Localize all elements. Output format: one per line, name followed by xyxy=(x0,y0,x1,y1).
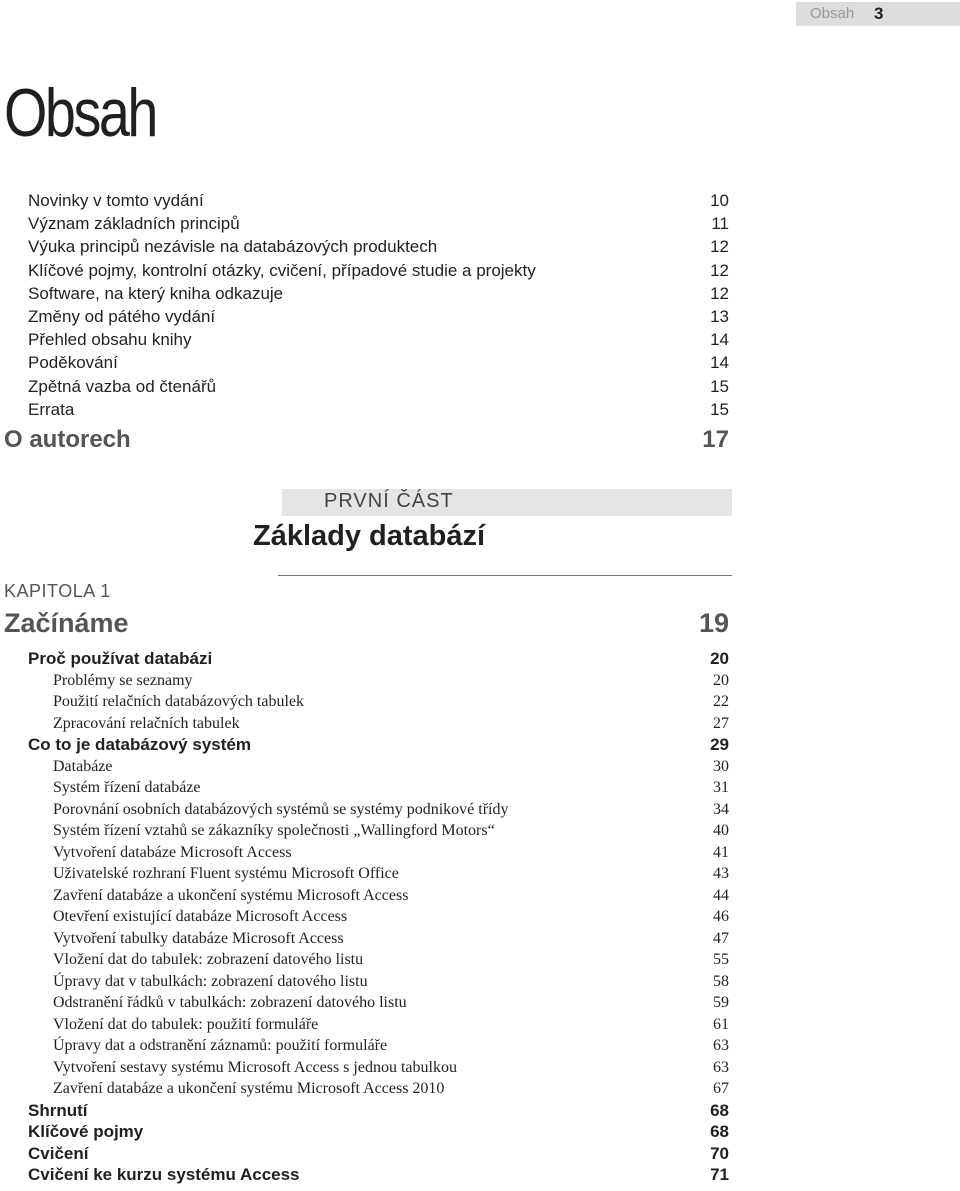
toc-entry-page: 20 xyxy=(710,649,729,668)
toc-entry[interactable] xyxy=(28,398,729,421)
toc-entry-page: 58 xyxy=(713,972,729,990)
page-number: 3 xyxy=(874,4,884,23)
toc-entry-label: Databáze xyxy=(53,757,113,775)
toc-entry-page: 61 xyxy=(713,1015,729,1033)
chapter-toc-list xyxy=(28,648,729,1186)
toc-entry-page: 29 xyxy=(710,735,729,754)
toc-entry-label: Úpravy dat v tabulkách: zobrazení datového listu xyxy=(53,972,368,990)
toc-entry-label: Vytvoření sestavy systému Microsoft Access s jednou tabulkou xyxy=(53,1058,457,1076)
part-title: Základy databází xyxy=(253,520,486,552)
toc-entry-page: 12 xyxy=(710,237,729,257)
toc-entry-page: 63 xyxy=(713,1058,729,1076)
toc-entry-page: 10 xyxy=(710,191,729,210)
toc-entry-page: 59 xyxy=(713,994,729,1011)
toc-entry-page: 41 xyxy=(713,843,729,861)
toc-entry-label: Co to je databázový systém xyxy=(28,735,251,754)
chapter-divider xyxy=(278,575,732,576)
toc-entry-label: Vložení dat do tabulek: použití formuláře xyxy=(53,1015,319,1033)
chapter-heading[interactable] xyxy=(4,606,729,640)
toc-entry-label: Problémy se seznamy xyxy=(53,671,193,689)
toc-entry-label: Vytvoření databáze Microsoft Access xyxy=(53,843,292,861)
toc-entry-label: Přehled obsahu knihy xyxy=(28,330,192,350)
toc-entry[interactable] xyxy=(28,648,729,670)
toc-entry[interactable] xyxy=(28,842,729,864)
toc-entry-page: 15 xyxy=(710,376,729,396)
toc-entry-page: 44 xyxy=(713,886,729,904)
toc-entry-page: 71 xyxy=(710,1165,729,1184)
toc-entry-label: Výuka principů nezávisle na databázových produktech xyxy=(28,237,438,257)
chapter-title: Začínáme xyxy=(4,608,129,638)
toc-entry-label: Zpracování relačních tabulek xyxy=(53,714,240,732)
toc-entry-page: 22 xyxy=(713,693,729,710)
toc-entry-label: Otevření existující databáze Microsoft Access xyxy=(53,908,348,925)
toc-entry[interactable] xyxy=(28,863,729,885)
toc-entry-label: Význam základních principů xyxy=(28,214,240,234)
toc-entry[interactable] xyxy=(28,305,729,328)
toc-entry[interactable] xyxy=(28,1078,729,1100)
toc-entry[interactable] xyxy=(28,734,729,756)
page-title: Obsah xyxy=(4,75,156,151)
toc-entry-label: Zavření databáze a ukončení systému Microsoft Access xyxy=(53,886,409,904)
toc-entry-label: Zpětná vazba od čtenářů xyxy=(28,376,217,396)
toc-entry-label: Software, na který kniha odkazuje xyxy=(28,283,284,303)
toc-entry-page: 46 xyxy=(713,908,729,925)
toc-entry-label: Zavření databáze a ukončení systému Microsoft Access 2010 xyxy=(53,1080,445,1097)
toc-entry-page: 70 xyxy=(710,1143,729,1163)
toc-entry-page: 14 xyxy=(710,353,729,373)
toc-entry-page: 12 xyxy=(710,260,729,280)
toc-entry-label: Klíčové pojmy xyxy=(28,1122,144,1141)
toc-entry[interactable] xyxy=(28,820,729,842)
toc-entry-label: Vytvoření tabulky databáze Microsoft Access xyxy=(53,929,344,947)
toc-entry[interactable] xyxy=(28,713,729,735)
toc-entry[interactable] xyxy=(28,949,729,971)
toc-entry-page: 30 xyxy=(713,757,729,775)
toc-entry-page: 12 xyxy=(710,283,729,303)
chapter-page: 19 xyxy=(698,608,729,638)
toc-entry[interactable] xyxy=(28,1035,729,1057)
toc-entry[interactable] xyxy=(28,691,729,713)
toc-entry[interactable] xyxy=(28,282,729,305)
toc-entry-label: Klíčové pojmy, kontrolní otázky, cvičení, případové studie a projekty xyxy=(28,260,536,280)
toc-entry-label: Systém řízení databáze xyxy=(53,779,201,796)
toc-entry-label: Vložení dat do tabulek: zobrazení datového listu xyxy=(53,951,364,968)
front-matter-list xyxy=(28,189,729,421)
toc-entry[interactable] xyxy=(28,971,729,993)
toc-entry[interactable] xyxy=(28,328,729,351)
toc-entry-label: Proč používat databázi xyxy=(28,649,213,668)
toc-entry-page: 55 xyxy=(713,951,729,968)
toc-entry[interactable] xyxy=(28,351,729,374)
toc-entry-label: Poděkování xyxy=(28,353,118,373)
toc-entry[interactable] xyxy=(28,1100,729,1122)
toc-entry-authors[interactable] xyxy=(4,424,729,456)
toc-entry-label: Použití relačních databázových tabulek xyxy=(53,693,305,710)
toc-entry[interactable] xyxy=(28,375,729,398)
toc-entry-label: Cvičení ke kurzu systému Access xyxy=(28,1165,300,1184)
toc-entry-page: 14 xyxy=(710,330,729,350)
toc-entry-page: 27 xyxy=(713,714,729,732)
toc-entry-page: 34 xyxy=(713,800,729,818)
toc-entry-page: 20 xyxy=(713,671,729,689)
toc-entry-page: 47 xyxy=(713,929,729,947)
toc-entry-label: Novinky v tomto vydání xyxy=(28,191,204,210)
toc-entry[interactable] xyxy=(28,1143,729,1165)
toc-entry[interactable] xyxy=(28,1121,729,1143)
toc-entry[interactable] xyxy=(28,928,729,950)
toc-entry[interactable] xyxy=(28,992,729,1014)
toc-entry-page: 40 xyxy=(713,822,729,839)
toc-entry-page: 11 xyxy=(711,214,729,234)
toc-entry-label: Shrnutí xyxy=(28,1100,88,1120)
toc-entry-page: 63 xyxy=(713,1037,729,1054)
toc-entry-label: Uživatelské rozhraní Fluent systému Microsoft Office xyxy=(53,865,399,882)
toc-entry[interactable] xyxy=(28,906,729,928)
chapter-label: KAPITOLA 1 xyxy=(4,581,111,601)
toc-entry-label: Porovnání osobních databázových systémů se systémy podnikové třídy xyxy=(53,800,509,818)
toc-entry[interactable] xyxy=(28,756,729,778)
toc-entry-page: 17 xyxy=(702,426,729,453)
toc-entry-label: Errata xyxy=(28,399,75,419)
toc-entry-page: 67 xyxy=(713,1080,729,1097)
toc-entry[interactable] xyxy=(28,235,729,258)
toc-entry-page: 43 xyxy=(713,865,729,882)
toc-entry-page: 68 xyxy=(710,1100,729,1120)
toc-entry[interactable] xyxy=(28,212,729,235)
toc-entry-label: O autorech xyxy=(4,426,131,453)
toc-entry[interactable] xyxy=(28,1014,729,1036)
toc-entry-label: Změny od pátého vydání xyxy=(28,306,216,326)
running-header-section: Obsah xyxy=(810,5,855,22)
toc-entry[interactable] xyxy=(28,799,729,821)
toc-entry-label: Cvičení xyxy=(28,1143,89,1163)
toc-entry[interactable] xyxy=(28,259,729,282)
toc-entry[interactable] xyxy=(28,885,729,907)
toc-entry[interactable] xyxy=(28,1164,729,1186)
toc-entry-page: 31 xyxy=(713,779,729,796)
toc-entry-page: 68 xyxy=(710,1122,729,1141)
toc-entry-page: 15 xyxy=(710,399,729,419)
toc-entry[interactable] xyxy=(28,1057,729,1079)
toc-entry[interactable] xyxy=(28,189,729,212)
toc-entry-page: 13 xyxy=(710,306,729,326)
toc-entry-label: Systém řízení vztahů se zákazníky společnosti „Wallingford Motors“ xyxy=(53,822,495,839)
toc-entry-label: Odstranění řádků v tabulkách: zobrazení datového listu xyxy=(53,994,407,1011)
toc-entry[interactable] xyxy=(28,777,729,799)
part-label: PRVNÍ ČÁST xyxy=(324,490,454,512)
toc-entry-label: Úpravy dat a odstranění záznamů: použití formuláře xyxy=(53,1037,388,1054)
toc-entry[interactable] xyxy=(28,670,729,692)
